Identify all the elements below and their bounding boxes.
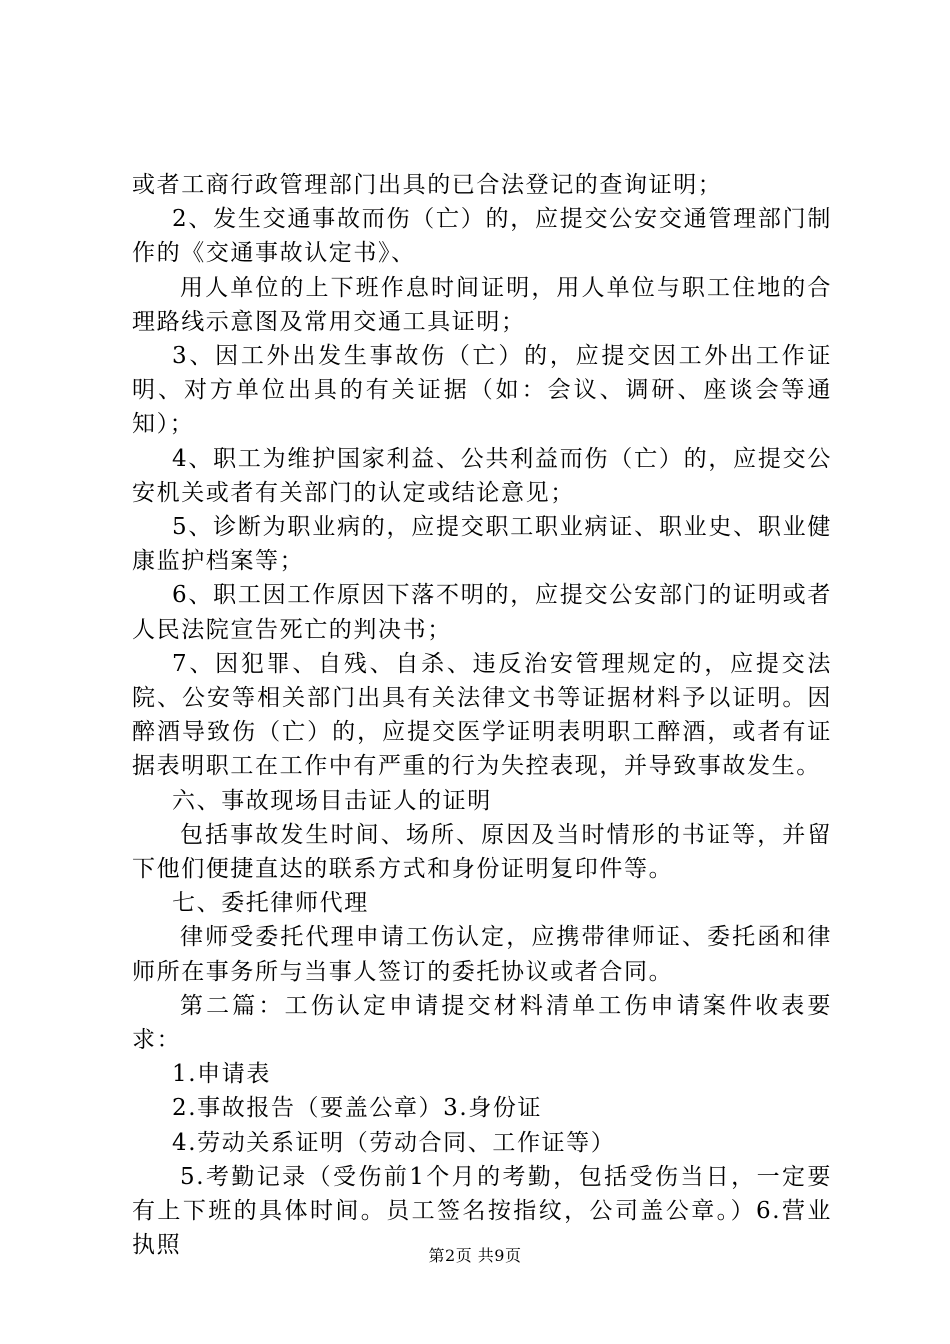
paragraph: 6、职工因工作原因下落不明的，应提交公安部门的证明或者人民法院宣告死亡的判决书； <box>132 582 832 643</box>
page-number-footer: 第2页 共9页 <box>428 1246 522 1265</box>
paragraph: 律师受委托代理申请工伤认定，应携带律师证、委托函和律师所在事务所与当事人签订的委托协议或者合同。 <box>132 924 832 985</box>
paragraph: 包括事故发生时间、场所、原因及当时情形的书证等，并留下他们便捷直达的联系方式和身份证明复印件等。 <box>132 821 832 883</box>
paragraph: 2.事故报告（要盖公章）3.身份证 <box>172 1095 543 1122</box>
document-body <box>132 168 832 1263</box>
paragraph: 2、发生交通事故而伤（亡）的，应提交公安交通管理部门制作的《交通事故认定书》、 <box>132 206 832 267</box>
paragraph: 4、职工为维护国家利益、公共利益而伤（亡）的，应提交公安机关或者有关部门的认定或结论意见； <box>132 445 832 506</box>
paragraph: 5、诊断为职业病的，应提交职工职业病证、职业史、职业健康监护档案等； <box>132 514 832 575</box>
paragraph: 3、因工外出发生事故伤（亡）的，应提交因工外出工作证明、对方单位出具的有关证据（如：会议、调研、座谈会等通知）； <box>132 343 832 438</box>
paragraph: 1.申请表 <box>172 1061 271 1088</box>
paragraph: 或者工商行政管理部门出具的已合法登记的查询证明； <box>132 172 723 198</box>
paragraph: 用人单位的上下班作息时间证明，用人单位与职工住地的合理路线示意图及常用交通工具证明； <box>132 274 832 335</box>
paragraph: 七、委托律师代理 <box>172 890 369 917</box>
paragraph: 7、因犯罪、自残、自杀、违反治安管理规定的，应提交法院、公安等相关部门出具有关法律文书等证据材料予以证明。因醉酒导致伤（亡）的，应提交医学证明表明职工醉酒，或者有证据表明职工在工作中有严重的行为失控表现，并导致事故发生。 <box>132 650 832 780</box>
paragraph: 5.考勤记录（受伤前1个月的考勤，包括受伤当日，一定要有上下班的具体时间。员工签名按指纹，公司盖公章。）6.营业执照 <box>132 1163 832 1259</box>
paragraph: 4.劳动关系证明（劳动合同、工作证等） <box>172 1129 616 1156</box>
paragraph: 第二篇：工伤认定申请提交材料清单工伤申请案件收表要求： <box>132 992 832 1054</box>
paragraph: 六、事故现场目击证人的证明 <box>172 787 492 814</box>
